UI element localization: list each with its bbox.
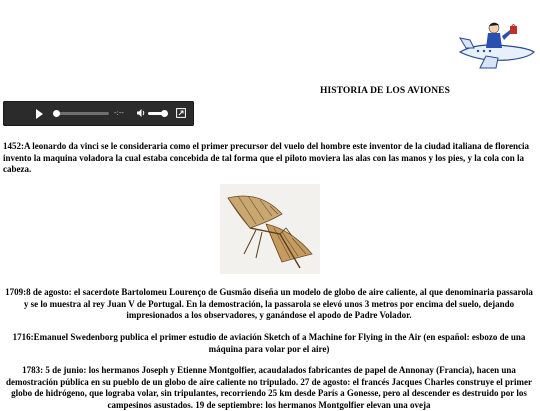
volume-thumb[interactable]: [161, 110, 168, 117]
fullscreen-icon[interactable]: [176, 108, 186, 118]
airplane-logo: [458, 18, 536, 70]
play-icon[interactable]: [36, 109, 43, 119]
volume-icon[interactable]: [136, 108, 146, 118]
audio-player[interactable]: [3, 101, 194, 126]
paragraph-1709: 1709:8 de agosto: el sacerdote Bartolomeu Lourenço de Gusmão diseña un modelo de globo de aire caliente, al que denominaria passarola y se lo muestra al rey Juan V de Portugal. En la demostración, la passarola se elevó unos 3 metros por encima del suelo, dejando impresionados a los observadores, y ganándose el apodo de Padre Volador.: [5, 287, 533, 320]
paragraph-1716: 1716:Emanuel Swedenborg publica el primer estudio de aviación Sketch of a Machine for Flying in the Air (en español: esbozo de una máquina para volar por el aire): [12, 332, 526, 354]
paragraph-1783: 1783: 5 de junio: los hermanos Joseph y Etienne Montgolfier, acaudalados fabricantes de papel de Annonay (Francia), hacen una demostración pública en su pueblo de un globo de aire caliente no tripulado. 27 de agosto: el francés Jacques Charles construye el primer globo de hidrógeno, que lograba volar, sin tripulantes, recorriendo 25 km desde París a Gonesse, pero al descender es destruido por los campesinos asustados. 19 de septiembre: los hermanos Montgolfier elevan una oveja: [5, 365, 533, 410]
time-display: -:--: [114, 109, 124, 117]
page-title: HISTORIA DE LOS AVIONES: [320, 86, 450, 96]
paragraph-1452: 1452:A leonardo da vinci se le consideraria como el primer precursor del vuelo del hombre este inventor de la ciudad italiana de florencia invento la maquina voladora la cual estaba concebida de tal forma que el piloto moviera las alas con las manos y los pies, y la cola con la cabeza.: [3, 141, 529, 174]
flying-machine-image: [220, 184, 320, 274]
progress-track[interactable]: [53, 112, 109, 115]
progress-thumb[interactable]: [53, 110, 60, 117]
